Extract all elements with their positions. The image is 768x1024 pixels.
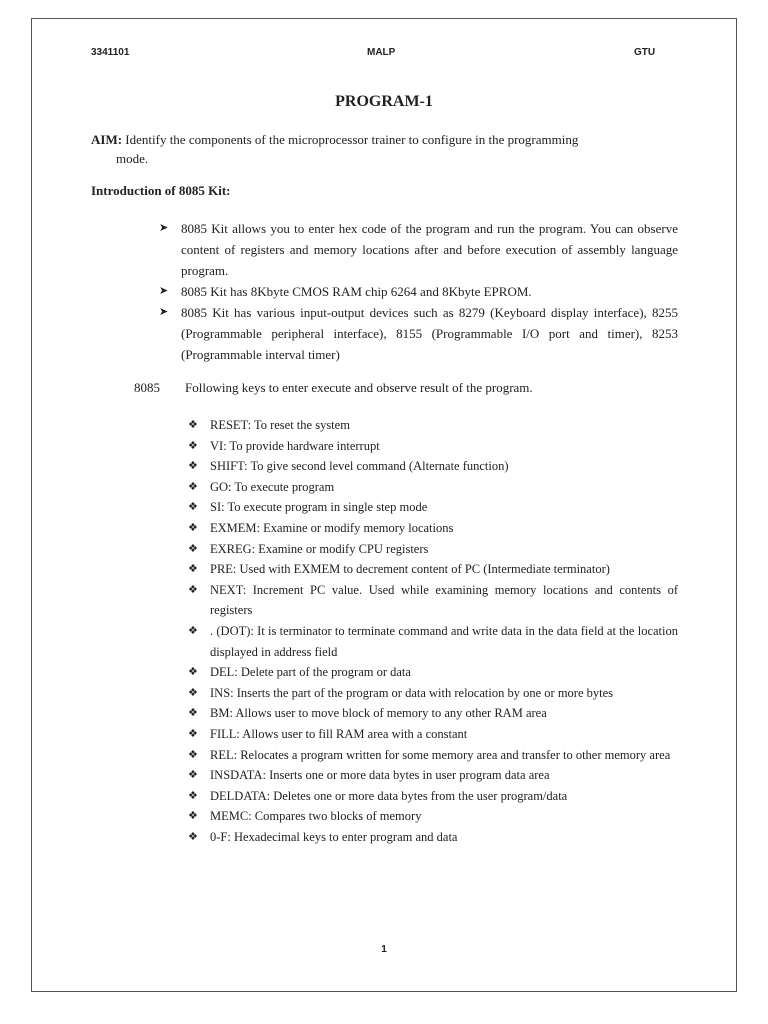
diamond-bullet-icon: ❖ [188, 563, 198, 576]
list-item-text: NEXT: Increment PC value. Used while examining memory locations and contents of registers [210, 582, 678, 618]
aim-text-continued: mode. [116, 151, 149, 166]
list-item-text: EXMEM: Examine or modify memory locations [210, 520, 454, 535]
list-item-text: MEMC: Compares two blocks of memory [210, 809, 422, 824]
arrow-bullet-icon: ➤ [159, 222, 169, 234]
header-course-code: 3341101 [91, 47, 130, 58]
diamond-bullet-icon: ❖ [188, 480, 198, 493]
list-item [188, 539, 678, 560]
keys-list [188, 415, 678, 847]
diamond-bullet-icon: ❖ [188, 583, 198, 596]
diamond-bullet-icon: ❖ [188, 419, 198, 431]
diamond-bullet-icon: ❖ [188, 666, 198, 679]
keys-intro [134, 380, 533, 396]
page-title: PROGRAM-1 [335, 93, 433, 110]
list-item-text: GO: To execute program [210, 479, 335, 494]
list-item-text: VI: To provide hardware interrupt [210, 438, 380, 453]
list-item-text: SI: To execute program in single step mode [210, 500, 428, 515]
list-item [188, 518, 678, 539]
list-item [188, 477, 678, 498]
aim-line [91, 130, 677, 149]
list-item [188, 745, 678, 766]
diamond-bullet-icon: ❖ [188, 707, 198, 720]
list-item [188, 415, 678, 436]
list-item [159, 281, 678, 302]
aim-section [91, 130, 677, 168]
arrow-bullet-icon: ➤ [159, 306, 169, 318]
list-item-text: EXREG: Examine or modify CPU registers [210, 541, 429, 556]
list-item [188, 436, 678, 457]
list-item-text: DELDATA: Deletes one or more data bytes from the user program/data [210, 788, 568, 803]
list-item [188, 621, 678, 662]
list-item-text: BM: Allows user to move block of memory to any other RAM area [210, 706, 547, 721]
diamond-bullet-icon: ❖ [188, 769, 198, 782]
header-subject: MALP [367, 47, 396, 58]
list-item [188, 580, 678, 621]
list-item [188, 456, 678, 477]
list-item-text: PRE: Used with EXMEM to decrement content of PC (Intermediate terminator) [210, 562, 610, 577]
list-item-text: SHIFT: To give second level command (Alternate function) [210, 459, 509, 474]
diamond-bullet-icon: ❖ [188, 439, 198, 452]
list-item [188, 497, 678, 518]
list-item-text: FILL: Allows user to fill RAM area with a constant [210, 726, 468, 741]
list-item-text: 8085 Kit allows you to enter hex code of the program and run the program. You can observe content of registers and memory locations after and before execution of assembly language program. [181, 221, 678, 278]
list-item [188, 786, 678, 807]
diamond-bullet-icon: ❖ [188, 501, 198, 514]
list-item-text: RESET: To reset the system [210, 418, 350, 432]
list-item-text: . (DOT): It is terminator to terminate command and write data in the data field at the location displayed in address field [210, 623, 678, 659]
diamond-bullet-icon: ❖ [188, 727, 198, 740]
intro-list [159, 218, 678, 365]
diamond-bullet-icon: ❖ [188, 686, 198, 699]
diamond-bullet-icon: ❖ [188, 521, 198, 534]
list-item [188, 662, 678, 683]
diamond-bullet-icon: ❖ [188, 624, 198, 637]
header-university: GTU [634, 47, 656, 58]
diamond-bullet-icon: ❖ [188, 789, 198, 802]
page-number: 1 [381, 944, 387, 955]
list-item-text: DEL: Delete part of the program or data [210, 665, 411, 680]
list-item [188, 806, 678, 827]
list-item-text: INS: Inserts the part of the program or data with relocation by one or more bytes [210, 685, 614, 700]
diamond-bullet-icon: ❖ [188, 542, 198, 555]
keys-intro-text: Following keys to enter execute and observe result of the program. [185, 380, 533, 395]
diamond-bullet-icon: ❖ [188, 810, 198, 823]
arrow-bullet-icon: ➤ [159, 285, 169, 297]
aim-label: AIM: [91, 132, 123, 147]
keys-intro-number: 8085 [134, 380, 160, 395]
list-item-text: REL: Relocates a program written for some memory area and transfer to other memory area [210, 747, 671, 762]
list-item [188, 559, 678, 580]
list-item [188, 827, 678, 848]
list-item-text: INSDATA: Inserts one or more data bytes in user program data area [210, 768, 550, 783]
intro-heading: Introduction of 8085 Kit: [91, 183, 231, 198]
list-item [159, 302, 678, 365]
list-item [188, 703, 678, 724]
diamond-bullet-icon: ❖ [188, 460, 198, 473]
aim-text: Identify the components of the microprocessor trainer to configure in the programming [125, 132, 579, 147]
list-item-text: 8085 Kit has various input-output devices such as 8279 (Keyboard display interface), 8255 (Programmable peripheral interface), 8155 (Programmable I/O port and timer), 8253 (Programmable interval timer) [181, 305, 678, 362]
diamond-bullet-icon: ❖ [188, 748, 198, 761]
list-item [188, 683, 678, 704]
list-item [188, 765, 678, 786]
diamond-bullet-icon: ❖ [188, 830, 198, 843]
list-item [159, 218, 678, 281]
list-item-text: 0-F: Hexadecimal keys to enter program and data [210, 829, 458, 844]
list-item-text: 8085 Kit has 8Kbyte CMOS RAM chip 6264 and 8Kbyte EPROM. [181, 284, 532, 299]
list-item [188, 724, 678, 745]
